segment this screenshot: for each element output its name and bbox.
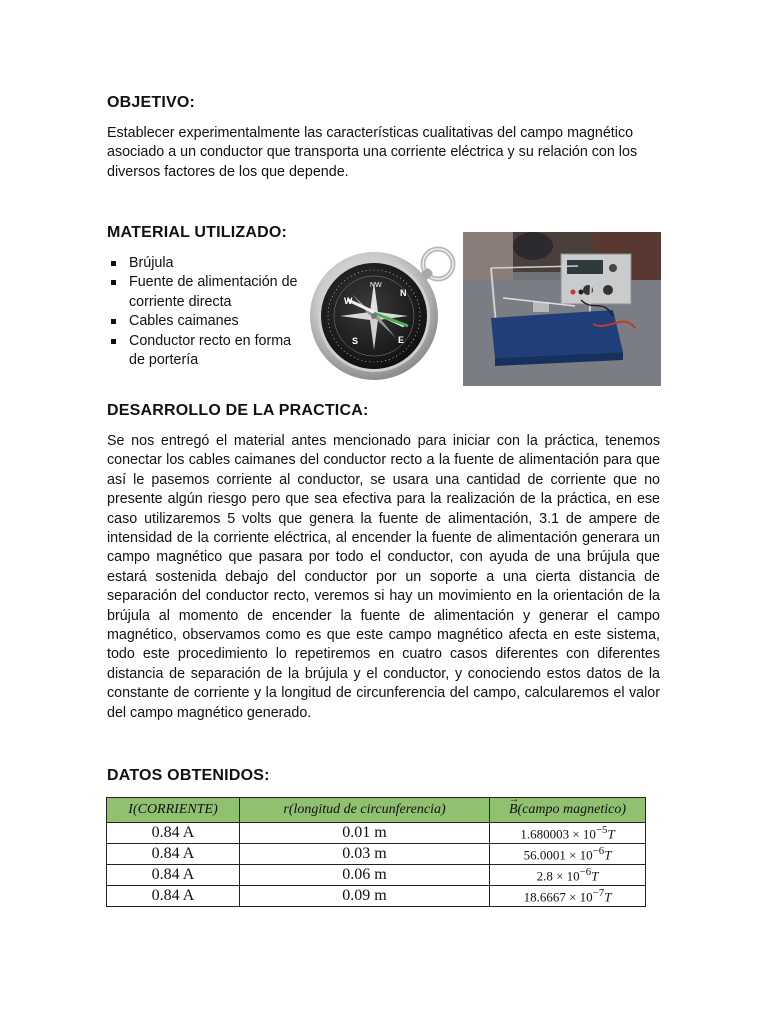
compass-image <box>308 240 460 380</box>
material-item: Cables caimanes <box>107 312 307 331</box>
desarrollo-text: Se nos entregó el material antes mencionado para iniciar con la práctica, tenemos conectar los cables caimanes del conductor recto a la fuente de alimentación para que así le pasemos corriente al conductor, se usara una cantidad de corriente que no presente algún riesgo pero que sea efectiva para la realización de la práctica, en ese caso utilizaremos 5 volts que genera la fuente de alimentación, 3.1 de ampere de intensidad de la corriente eléctrica, al encender la fuente de alimentación generara un campo magnético que pasara por todo el conductor, con ayuda de una brújula que estará sostenida debajo del conductor por un soporte a una cierta distancia de separación del conductor recto, veremos si hay un movimiento en la orientación de la brújula al momento de encender la fuente de alimentación y generar el campo magnético, observamos como es que este campo magnético afecta en este sistema, todo este procedimiento lo repetiremos en cuatro casos diferentes con diferentes distancia de separación de la brújula y el conductor, y conociendo estos datos de la constante de corriente y la longitud de circunferencia del campo, calcularemos el valor del campo magnético generado. <box>107 433 660 721</box>
compass-west-label: W <box>344 296 353 306</box>
cell-longitud: 0.03 m <box>240 844 490 865</box>
material-item: Fuente de alimentación de corriente directa <box>107 273 307 312</box>
cell-corriente: 0.84 A <box>107 823 240 844</box>
material-list <box>107 254 307 370</box>
table-row <box>107 865 646 886</box>
material-heading: MATERIAL UTILIZADO: <box>107 224 288 241</box>
header-longitud: r(longitud de circunferencia) <box>240 798 490 823</box>
lab-setup-photo <box>463 232 661 386</box>
desarrollo-heading: DESARROLLO DE LA PRACTICA: <box>107 402 369 419</box>
cell-longitud: 0.06 m <box>240 865 490 886</box>
compass-nw-label: NW <box>370 282 382 289</box>
cell-longitud: 0.01 m <box>240 823 490 844</box>
cell-campo: $56.0001 \times 10^{-6}T$ <box>490 844 646 865</box>
cell-longitud: 0.09 m <box>240 886 490 907</box>
table-row <box>107 844 646 865</box>
cell-campo: $2.8 \times 10^{-6}T$ <box>490 865 646 886</box>
header-campo: → B(campo magnetico) <box>490 798 646 823</box>
cell-corriente: 0.84 A <box>107 844 240 865</box>
datos-table <box>106 794 646 907</box>
compass-north-label: N <box>400 288 407 298</box>
objetivo-heading: OBJETIVO: <box>107 94 196 111</box>
table-header-row <box>107 798 646 823</box>
material-item: Brújula <box>107 254 307 273</box>
table-row <box>107 823 646 844</box>
cell-corriente: 0.84 A <box>107 865 240 886</box>
compass-south-label: S <box>352 336 359 346</box>
material-item: Conductor recto en forma de portería <box>107 332 307 371</box>
cell-campo: $1.680003 \times 10^{-5}T$ <box>490 823 646 844</box>
cell-campo: $18.6667 \times 10^{-7}T$ <box>490 886 646 907</box>
cell-corriente: 0.84 A <box>107 886 240 907</box>
datos-heading: DATOS OBTENIDOS: <box>107 767 270 784</box>
header-corriente: I(CORRIENTE) <box>107 798 240 823</box>
compass-east-label: E <box>398 335 405 345</box>
table-row <box>107 886 646 907</box>
objetivo-text: Establecer experimentalmente las características cualitativas del campo magnético asociado a un conductor que transporta una corriente eléctrica y su relación con los diversos factores de los que depende. <box>107 125 638 180</box>
